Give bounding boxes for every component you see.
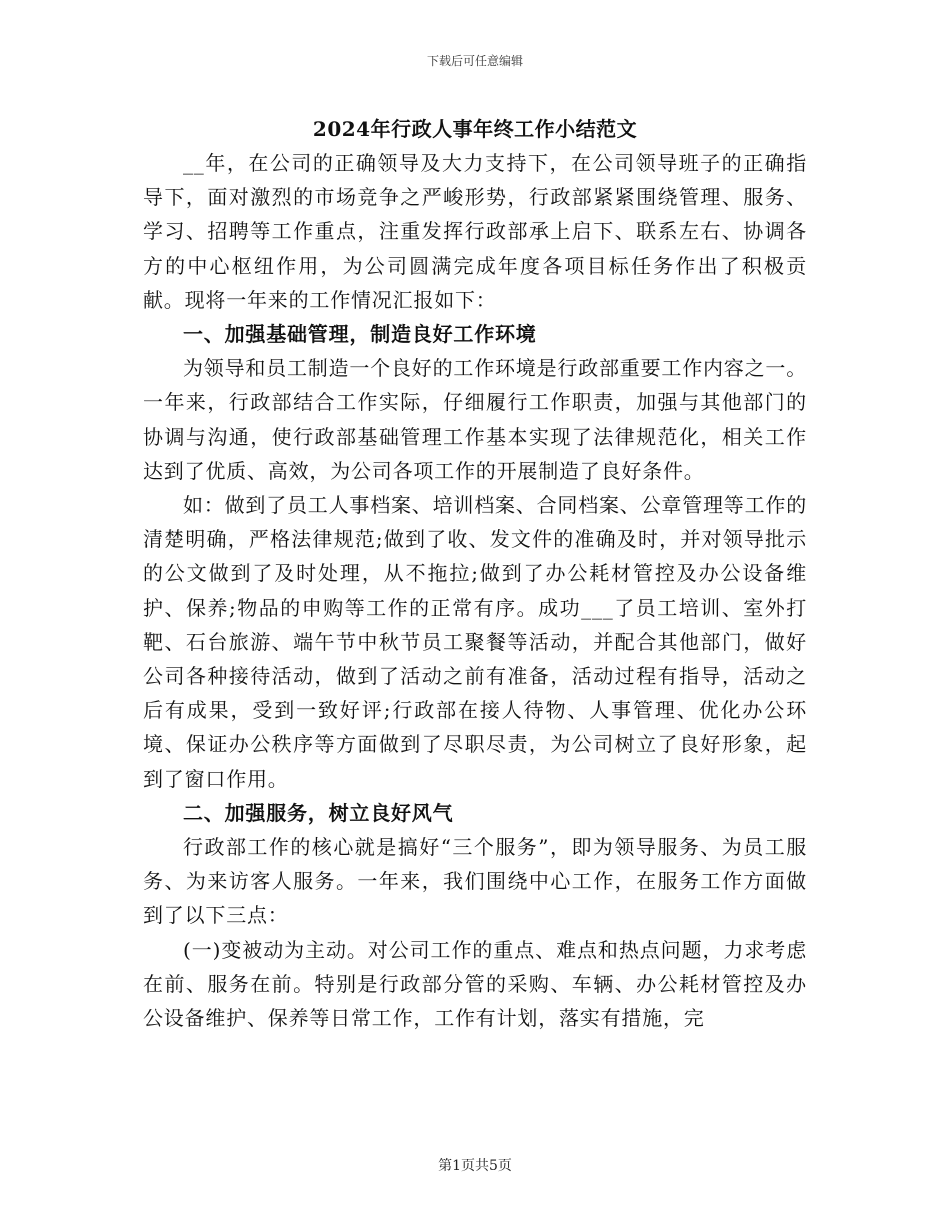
page-header: 下载后可任意编辑	[426, 54, 523, 68]
section-2-paragraph-1: 行政部工作的核心就是搞好“三个服务”，即为领导服务、为员工服务、为来访客人服务。一年来，我们围绕中心工作，在服务工作方面做到了以下三点：	[143, 835, 807, 928]
document-title: 2024年行政人事年终工作小结范文	[312, 117, 638, 141]
section-1-paragraph-1: 为领导和员工制造一个良好的工作环境是行政部重要工作内容之一。一年来，行政部结合工作实际，仔细履行工作职责，加强与其他部门的协调与沟通，使行政部基础管理工作基本实现了法律规范化，相关工作达到了优质、高效，为公司各项工作的开展制造了良好条件。	[143, 356, 807, 483]
document-body	[143, 112, 807, 1035]
intro-paragraph: __年，在公司的正确领导及大力支持下，在公司领导班子的正确指导下，面对激烈的市场竞争之严峻形势，行政部紧紧围绕管理、服务、学习、招聘等工作重点，注重发挥行政部承上启下、联系左右、协调各方的中心枢纽作用，为公司圆满完成年度各项目标任务作出了积极贡献。现将一年来的工作情况汇报如下：	[143, 151, 807, 312]
page-footer: 第1页共5页	[438, 1158, 512, 1174]
section-2-heading: 二、加强服务，树立良好风气	[183, 800, 454, 825]
section-2-paragraph-2: (一)变被动为主动。对公司工作的重点、难点和热点问题，力求考虑在前、服务在前。特别是行政部分管的采购、车辆、办公耗材管控及办公设备维护、保养等日常工作，工作有计划，落实有措施，完	[143, 937, 807, 1031]
section-1-paragraph-2: 如：做到了员工人事档案、培训档案、合同档案、公章管理等工作的清楚明确，严格法律规范;做到了收、发文件的准确及时，并对领导批示的公文做到了及时处理，从不拖拉;做到了办公耗材管控及办公设备维护、保养;物品的申购等工作的正常有序。成功___了员工培训、室外打靶、石台旅游、端午节中秋节员工聚餐等活动，并配合其他部门，做好公司各种接待活动，做到了活动之前有准备，活动过程有指导，活动之后有成果，受到一致好评;行政部在接人待物、人事管理、优化办公环境、保证办公秩序等方面做到了尽职尽责，为公司树立了良好形象，起到了窗口作用。	[143, 493, 807, 791]
section-1-heading: 一、加强基础管理，制造良好工作环境	[183, 322, 537, 347]
